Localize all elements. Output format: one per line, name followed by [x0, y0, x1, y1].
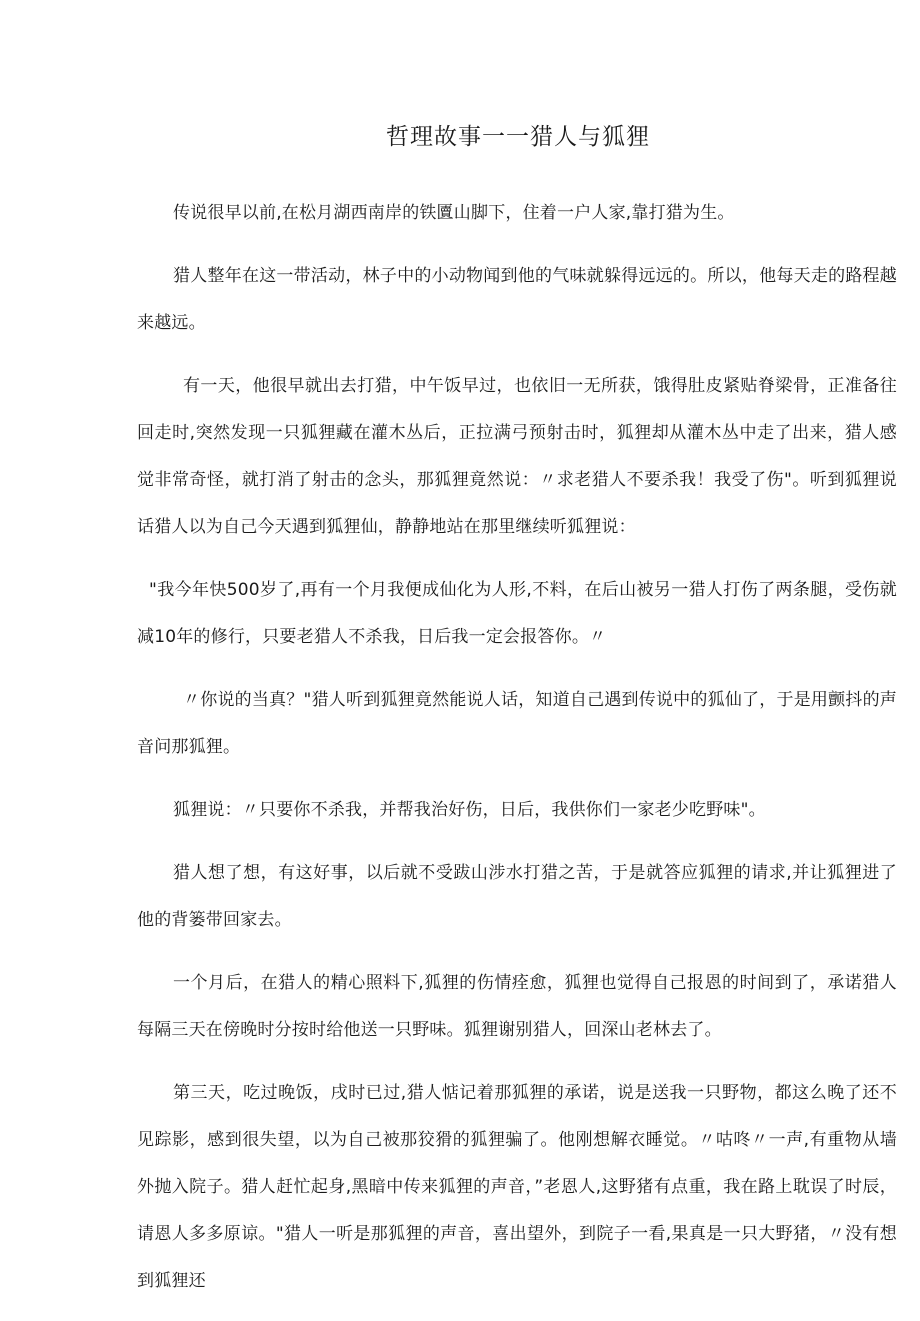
paragraph-4: "我今年快500岁了,再有一个月我便成仙化为人形,不料，在后山被另一猎人打伤了两条腿，受伤就减10年的修行，只要老猎人不杀我，日后我一定会报答你。〃	[137, 580, 897, 647]
paragraph-1: 传说很早以前,在松月湖西南岸的铁匵山脚下，住着一户人家,靠打猎为生。	[173, 203, 735, 223]
paragraph-5: 〃你说的当真？"猎人听到狐狸竟然能说人话，知道自己遇到传说中的狐仙了，于是用颤抖的声音问那狐狸。	[137, 690, 897, 757]
paragraph-8: 一个月后，在猎人的精心照料下,狐狸的伤情痊愈，狐狸也觉得自己报恩的时间到了，承诺猎人每隔三天在傍晚时分按时给他送一只野味。狐狸谢别猎人，回深山老林去了。	[137, 973, 897, 1040]
document-body	[137, 190, 897, 1321]
paragraph-2: 猎人整年在这一带活动，林子中的小动物闻到他的气味就躲得远远的。所以，他每天走的路程越来越远。	[137, 266, 897, 333]
paragraph-7: 猎人想了想，有这好事，以后就不受跋山涉水打猎之苦，于是就答应狐狸的请求,并让狐狸进了他的背篓带回家去。	[137, 863, 897, 930]
paragraph-9: 第三天，吃过晚饭，戌时已过,猎人惦记着那狐狸的承诺，说是送我一只野物，都这么晚了还不见踪影，感到很失望，以为自己被那狡猾的狐狸骗了。他刚想解衣睡觉。〃咕咚〃一声,有重物从墙外抛入院子。猎人赶忙起身,黑暗中传来狐狸的声音，”老恩人,这野猪有点重，我在路上耽误了时辰，请恩人多多原谅。"猎人一听是那狐狸的声音，喜出望外，到院子一看,果真是一只大野猪，〃没有想到狐狸还	[137, 1083, 897, 1291]
document-title: 哲理故事一一猎人与狐狸	[386, 124, 650, 150]
paragraph-3: 有一天，他很早就出去打猎，中午饭早过，也依旧一无所获，饿得肚皮紧贴脊梁骨，正准备往回走时,突然发现一只狐狸藏在灌木丛后，正拉满弓预射击时，狐狸却从灌木丛中走了出来，猎人感觉非常奇怪，就打消了射击的念头，那狐狸竟然说：〃求老猎人不要杀我！我受了伤"。听到狐狸说话猎人以为自己今天遇到狐狸仙，静静地站在那里继续听狐狸说：	[137, 376, 897, 537]
paragraph-6: 狐狸说：〃只要你不杀我，并帮我治好伤，日后，我供你们一家老少吃野味"。	[173, 800, 766, 820]
